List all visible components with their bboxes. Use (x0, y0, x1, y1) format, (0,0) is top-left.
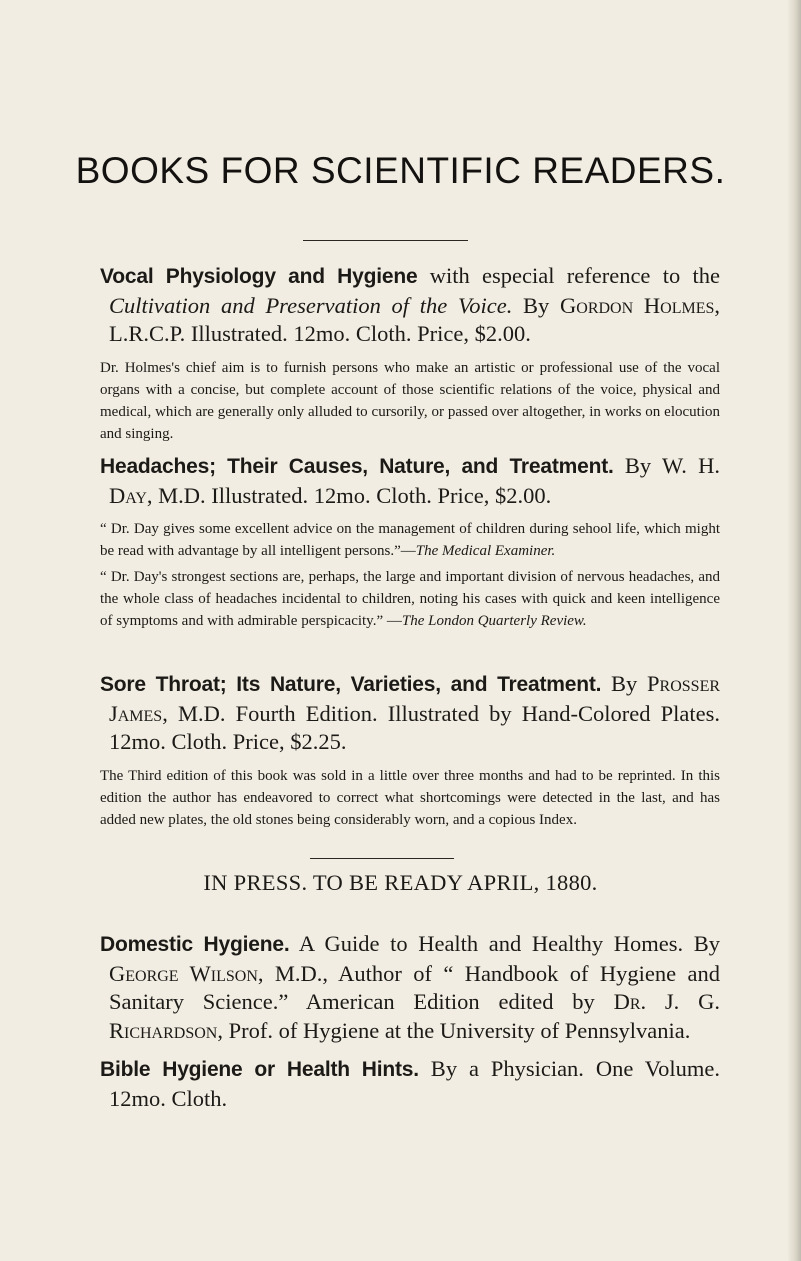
book-entry-vocal-physiology (100, 262, 720, 445)
divider-top (303, 240, 468, 241)
review-quote (100, 518, 720, 562)
book-details: M.D. Fourth Edition. Illustrated by Hand-Colored Plates. 12mo. Cloth. Price, $2.25. (109, 700, 720, 754)
by-label: By (512, 292, 561, 318)
book-subtitle: A Guide to Health and Healthy Homes. By (289, 931, 720, 956)
book-entry-domestic-hygiene (100, 930, 720, 1045)
page-title: BOOKS FOR SCIENTIFIC READERS. (75, 150, 726, 191)
quote-text: “ Dr. Day gives some excellent advice on the management of children during sehool life, which might be read with advantage by all intelligent persons.”— (100, 521, 720, 559)
book-subtitle-italic: Cultivation and Preservation of the Voice. (109, 292, 513, 318)
book-author: George Wilson, (109, 960, 264, 986)
divider-middle (310, 858, 454, 859)
book-subtitle: with especial reference to the (417, 263, 720, 288)
book-author: Prosser James, (109, 671, 721, 726)
book-description: The Third edition of this book was sold in a little over three months and had to be reprinted. In this edition the author has endeavored to correct what shortcomings were detected in the last, and has added new plates, the old stones being considerably worn, and a copious Index. (100, 767, 720, 828)
book-title: Vocal Physiology and Hygiene (100, 265, 418, 288)
book-title: Domestic Hygiene. (100, 933, 290, 956)
book-heading (100, 670, 720, 757)
book-entry-headaches (100, 452, 720, 632)
quote-source: The Medical Examiner. (415, 543, 556, 559)
book-details: L.R.C.P. Illustrated. 12mo. Cloth. Price, $2.00. (109, 321, 531, 346)
book-author: Day, (109, 482, 153, 508)
book-details: By a Physician. One Volume. 12mo. Cloth. (109, 1056, 720, 1111)
book-details: M.D., Author of “ Handbook of Hygiene and Sanitary Science.” American Edition edited by (109, 960, 720, 1014)
by-label: By (601, 671, 648, 696)
review-quote (100, 566, 720, 632)
book-title: Headaches; Their Causes, Nature, and Treatment. (100, 455, 614, 478)
book-description: Dr. Holmes's chief aim is to furnish persons who make an artistic or professional use of the vocal organs with a concise, but complete account of those scientific relations of the voice, physical and medical, which are generally only alluded to cursorily, or passed over altogether, in works on elocution and singing. (100, 359, 720, 442)
book-entry-bible-hygiene (100, 1055, 720, 1113)
book-details-end: Prof. of Hygiene at the University of Pennsylvania. (222, 1017, 691, 1043)
book-heading (100, 262, 720, 349)
book-heading (100, 452, 720, 510)
quote-text: “ Dr. Day's strongest sections are, perhaps, the large and important division of nervous headaches, and the whole class of headaches incidental to children, noting his cases with quick and keen intelligence of symptoms and with admirable perspicacity.” — (100, 569, 720, 629)
book-details: M.D. Illustrated. 12mo. Cloth. Price, $2.00. (152, 482, 552, 508)
in-press-notice: IN PRESS. TO BE READY APRIL, 1880. (203, 870, 598, 895)
page-edge-shadow (787, 0, 801, 1261)
book-heading (100, 930, 720, 1045)
book-entry-sore-throat (100, 670, 720, 831)
book-editor: Dr. J. G. Richardson, (109, 989, 720, 1043)
by-label: By W. H. (613, 453, 720, 478)
quote-source: The London Quarterly Review. (401, 613, 587, 629)
book-author: Gordon Holmes, (560, 292, 720, 318)
book-title: Sore Throat; Its Nature, Varieties, and Treatment. (100, 673, 602, 696)
book-title: Bible Hygiene or Health Hints. (100, 1058, 419, 1081)
book-heading (100, 1055, 720, 1113)
